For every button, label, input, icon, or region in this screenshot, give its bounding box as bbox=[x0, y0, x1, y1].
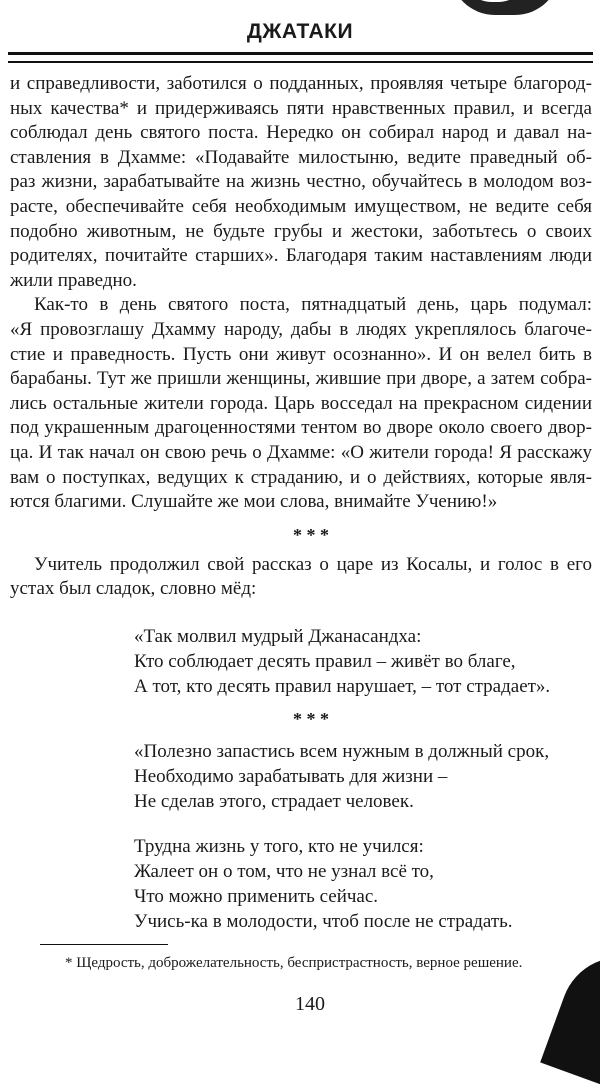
text-line: барабаны. Тут же пришли женщины, жившие при дворе, а затем собра- bbox=[10, 368, 592, 390]
text-line: ца. И так начал он свою речь о Дхамме: «О жители города! Я расскажу bbox=[10, 441, 592, 463]
header-rule bbox=[8, 61, 593, 63]
text-line: Как-то в день святого поста, пятнадцатый день, царь подумал: bbox=[34, 294, 592, 316]
page-edge-shadow bbox=[450, 0, 560, 15]
verse-line: Необходимо зарабатывать для жизни – bbox=[134, 765, 448, 787]
text-line: подобно животным, не будьте грубы и жестоки, заботьтесь о своих bbox=[10, 220, 592, 242]
footnote: * Щедрость, доброжелательность, беспристрастность, верное решение. bbox=[65, 955, 523, 972]
verse-stanza bbox=[10, 834, 592, 934]
verse-line: Учись-ка в молодости, чтоб после не страдать. bbox=[134, 910, 513, 932]
verse-line: Кто соблюдает десять правил – живёт во благе, bbox=[134, 650, 516, 672]
verse-line: «Так молвил мудрый Джанасандха: bbox=[134, 625, 422, 647]
text-line: и справедливости, заботился о подданных, проявляя четыре благород- bbox=[10, 73, 592, 94]
text-line: лись остальные жители города. Царь восседал на прекрасном сидении bbox=[10, 392, 592, 414]
page-body bbox=[10, 72, 592, 973]
section-separator: * * * bbox=[293, 524, 329, 545]
text-line: раз жизни, зарабатывайте на жизнь честно, обучайтесь в молодом воз- bbox=[10, 171, 592, 193]
section-separator: * * * bbox=[293, 708, 329, 729]
paragraph bbox=[10, 293, 592, 514]
text-line: расте, обеспечивайте себя необходимым имуществом, не ведите себя bbox=[10, 195, 592, 217]
verse-line: «Полезно запастись всем нужным в должный срок, bbox=[134, 740, 550, 762]
text-line: соблюдал день святого поста. Нередко он собирал народ и давал на- bbox=[10, 122, 592, 144]
page-number: 140 bbox=[295, 993, 325, 1015]
verse-line: Не сделав этого, страдает человек. bbox=[134, 790, 414, 812]
paragraph bbox=[10, 553, 592, 602]
running-header: ДЖАТАКИ bbox=[246, 20, 354, 43]
verse-line: Жалеет он о том, что не узнал всё то, bbox=[134, 860, 434, 882]
text-line: родителях, почитайте старших». Благодаря таким наставлениям люди bbox=[10, 245, 592, 267]
text-line: стие и праведность. Пусть они живут осознанно». И он велел бить в bbox=[10, 343, 592, 365]
verse-stanza bbox=[10, 739, 592, 814]
verse-stanza bbox=[10, 624, 592, 699]
text-line: ются благими. Слушайте же мои слова, внимайте Учению!» bbox=[10, 491, 498, 513]
text-line: устах был сладок, словно мёд: bbox=[10, 578, 257, 600]
text-line: «Я провозглашу Дхамму народу, дабы в людях укреплялось благоче- bbox=[10, 318, 592, 340]
text-line: ных качества* и придерживаясь пяти нравственных правил, и всегда bbox=[10, 97, 592, 119]
text-line: ставления в Дхамме: «Подавайте милостыню, ведите праведный об- bbox=[10, 146, 592, 168]
text-line: Учитель продолжил свой рассказ о царе из Косалы, и голос в его bbox=[34, 553, 592, 575]
paragraph bbox=[10, 72, 592, 293]
text-line: вам о поступках, ведущих к страданию, и о действиях, которые явля- bbox=[10, 466, 592, 488]
verse-line: Что можно применить сейчас. bbox=[134, 885, 379, 907]
header-rule bbox=[8, 52, 593, 55]
text-line: под украшенным драгоценностями тентом во дворе около своего двор- bbox=[10, 417, 592, 439]
footnote-rule bbox=[40, 944, 168, 946]
verse-line: Трудна жизнь у того, кто не учился: bbox=[134, 835, 424, 857]
verse-line: А тот, кто десять правил нарушает, – тот страдает». bbox=[134, 675, 551, 697]
text-line: жили праведно. bbox=[10, 269, 137, 291]
